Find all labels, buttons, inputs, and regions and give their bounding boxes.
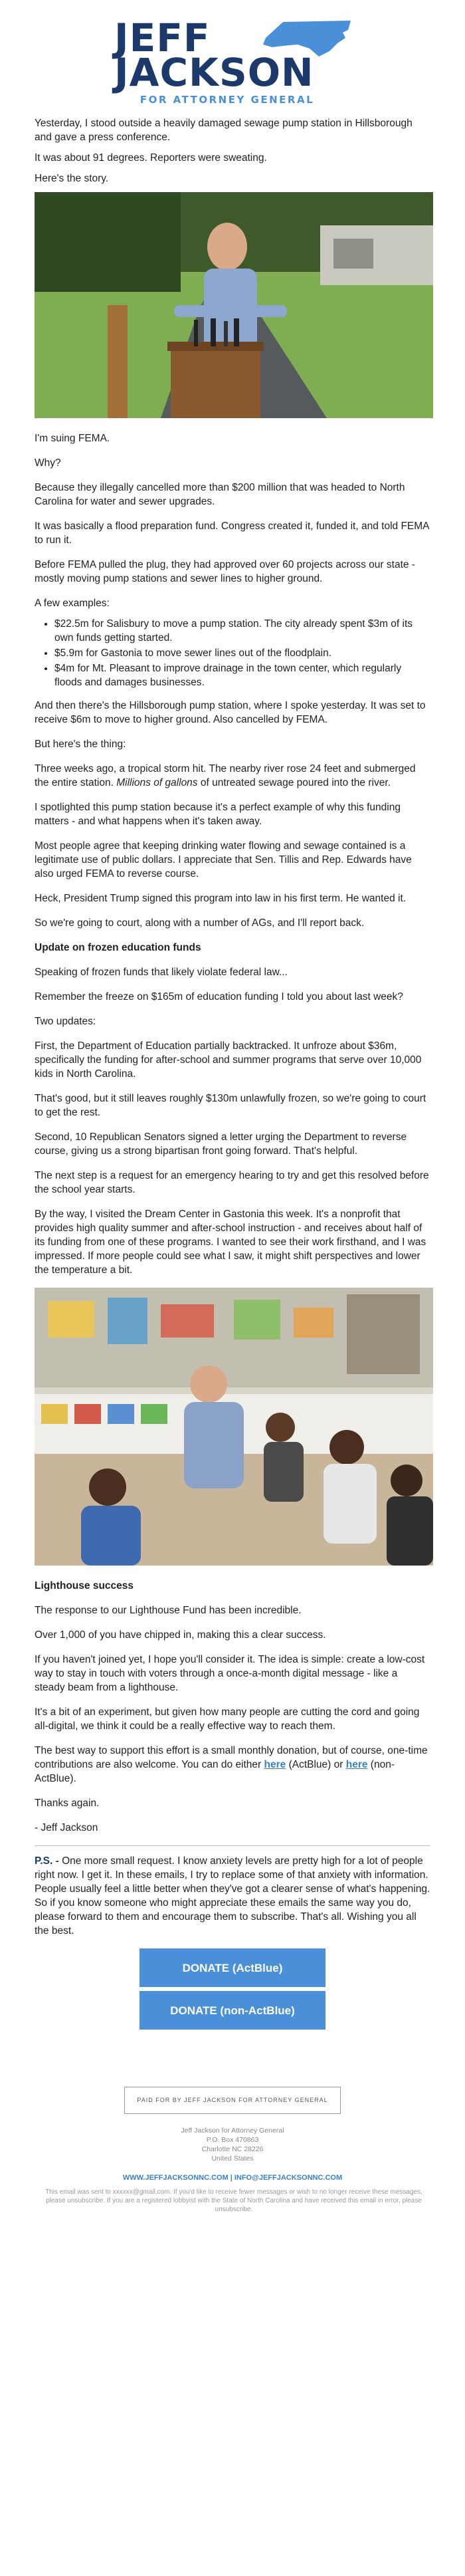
donate-non-actblue-button[interactable]: DONATE (non-ActBlue) [140,1991,326,2030]
actblue-here-link[interactable]: here [264,1759,286,1770]
logo-first-name: JEFF [114,15,211,60]
email-footer [35,2087,430,2214]
section3-paragraph: Over 1,000 of you have chipped in, making this a clear success. [35,1629,326,1641]
section2-paragraph: First, the Department of Education partially backtracked. It unfroze about $36m, specifically the funding for after-school and summer programs that serve over 10,000 kids in North Carolina. [35,1040,422,1080]
section1-paragraph: So we're going to court, along with a number of AGs, and I'll report back. [35,917,365,929]
paid-for-disclaimer: PAID FOR BY JEFF JACKSON FOR ATTORNEY GENERAL [124,2087,340,2114]
campaign-logo [113,15,352,106]
text-span: (non-ActBlue). [35,1759,395,1784]
non-actblue-here-link[interactable]: here [345,1759,368,1770]
intro-paragraph: Yesterday, I stood outside a heavily damaged sewage pump station in Hillsborough and gave a press conference. [35,118,413,143]
mailing-address [35,2126,430,2163]
ps-paragraph [35,1854,430,1938]
address-line: Charlotte NC 28226 [201,2145,264,2153]
section3-paragraph: Thanks again. [35,1798,100,1809]
section-heading: Lighthouse success [35,1580,134,1591]
logo-last-name: JACKSON [114,49,314,95]
section1-paragraph: Before FEMA pulled the plug, they had approved over 60 projects across our state - mostly moving pump stations and sewer lines to higher ground. [35,559,415,584]
text-span: Three weeks ago, a tropical storm hit. The nearby river rose 24 feet and submerged the entire station. [35,763,416,788]
unsubscribe-fine-print: This email was sent to xxxxxx@gmail.com. If you'd like to receive fewer messages or wish to no longer receive these messages, please unsubscribe. If you are a registered lobbyist with the State of North Carolina and have received this email in error, please unsubscribe. [45,2188,422,2213]
text-span: of untreated sewage poured into the river. [197,777,391,788]
email-header [0,0,465,116]
list-item: • $5.9m for Gastonia to move sewer lines out of the floodplain. [54,646,430,660]
section1-paragraph: I spotlighted this pump station because it's a perfect example of why this funding matters - and what happens when it's taken away. [35,802,401,827]
intro-paragraph: It was about 91 degrees. Reporters were sweating. [35,152,267,164]
section3-paragraph: The response to our Lighthouse Fund has been incredible. [35,1605,302,1616]
email-body [0,116,465,2214]
press-conference-photo [35,192,433,418]
footer-links [35,2171,430,2185]
section2-paragraph: That's good, but it still leaves roughly $130m unlawfully frozen, so we're going to court to get the rest. [35,1093,426,1118]
section1-paragraph: I'm suing FEMA. [35,433,110,444]
logo-wordmark [114,15,351,106]
list-item: • $22.5m for Salisbury to move a pump station. The city already spent $3m of its own funds getting started. [54,617,430,645]
address-line: United States [211,2155,254,2163]
section1-paragraph: But here's the thing: [35,739,126,750]
section2-paragraph: Speaking of frozen funds that likely violate federal law... [35,967,288,978]
text-span: (ActBlue) or [286,1759,346,1770]
email-link[interactable]: INFO@JEFFJACKSONNC.COM [234,2174,343,2182]
logo-subtitle: FOR ATTORNEY GENERAL [140,93,315,106]
section2-paragraph: The next step is a request for an emergency hearing to try and get this resolved before the school year starts. [35,1170,429,1195]
text-span: The best way to support this effort is a small monthly donation, but of course, one-time contributions are also welcome. You can do either [35,1745,428,1770]
intro-paragraph: Here's the story. [35,173,109,184]
emphasis-text: Millions of gallons [116,777,198,788]
list-item: • $4m for Mt. Pleasant to improve drainage in the town center, which regularly floods and damages businesses. [54,661,430,689]
donate-actblue-button[interactable]: DONATE (ActBlue) [140,1948,326,1987]
section2-paragraph: Remember the freeze on $165m of education funding I told you about last week? [35,991,403,1002]
section2-paragraph: By the way, I visited the Dream Center in Gastonia this week. It's a nonprofit that provides high quality summer and after-school instruction - and receives about half of its funding from one of these programs. I wanted to see their work firsthand, and I was impressed. If more people could see what I saw, it might shift perspectives and lower the temperature a bit. [35,1209,426,1276]
section1-paragraph: It was basically a flood preparation fund. Congress created it, funded it, and told FEMA to run it. [35,521,429,546]
section3-paragraph [35,1744,430,1786]
section1-paragraph: Heck, President Trump signed this program into law in his first term. He wanted it. [35,893,407,904]
section2-paragraph: Second, 10 Republican Senators signed a letter urging the Department to reverse course, giving us a strong bipartisan front going forward. That's helpful. [35,1131,407,1157]
donate-buttons [35,1948,430,2034]
section1-paragraph: Because they illegally cancelled more than $200 million that was headed to North Carolina for water and sewer upgrades. [35,482,405,507]
ps-text: One more small request. I know anxiety levels are pretty high for a lot of people right now. I get it. In these emails, I try to replace some of that anxiety with information. People usually feel a little better when they've got a clearer sense of what's happening. So if you know someone who might appreciate these emails the same way you do, please forward to them and encourage them to subscribe. That's all. Wishing you all the best. [35,1855,430,1936]
link-separator: | [230,2174,232,2182]
section1-paragraph: Most people agree that keeping drinking water flowing and sewage contained is a legitimate use of public dollars. I appreciate that Sen. Tillis and Rep. Edwards have also urged FEMA to reverse course. [35,840,412,879]
address-line: P.O. Box 470863 [206,2136,259,2144]
section1-paragraph: Why? [35,457,61,469]
section-heading: Update on frozen education funds [35,942,201,953]
website-link[interactable]: WWW.JEFFJACKSONNC.COM [122,2174,229,2182]
section1-paragraph [35,762,430,790]
address-line: Jeff Jackson for Attorney General [181,2127,284,2135]
section3-paragraph: It's a bit of an experiment, but given how many people are cutting the cord and going all-digital, we think it could be a really effective way to reach them. [35,1706,420,1732]
section3-paragraph: If you haven't joined yet, I hope you'll consider it. The idea is simple: create a low-cost way to stay in touch with voters through a once-a-month digital message - like a steady beam from a lighthouse. [35,1654,425,1693]
signature: - Jeff Jackson [35,1822,98,1833]
divider [35,1845,430,1846]
dream-center-photo [35,1288,433,1566]
section1-paragraph: A few examples: [35,598,110,609]
examples-list [35,617,430,689]
section2-paragraph: Two updates: [35,1016,96,1027]
section1-paragraph: And then there's the Hillsborough pump station, where I spoke yesterday. It was set to receive $6m to move to higher ground. Also cancelled by FEMA. [35,700,426,725]
ps-label: P.S. - [35,1855,59,1867]
